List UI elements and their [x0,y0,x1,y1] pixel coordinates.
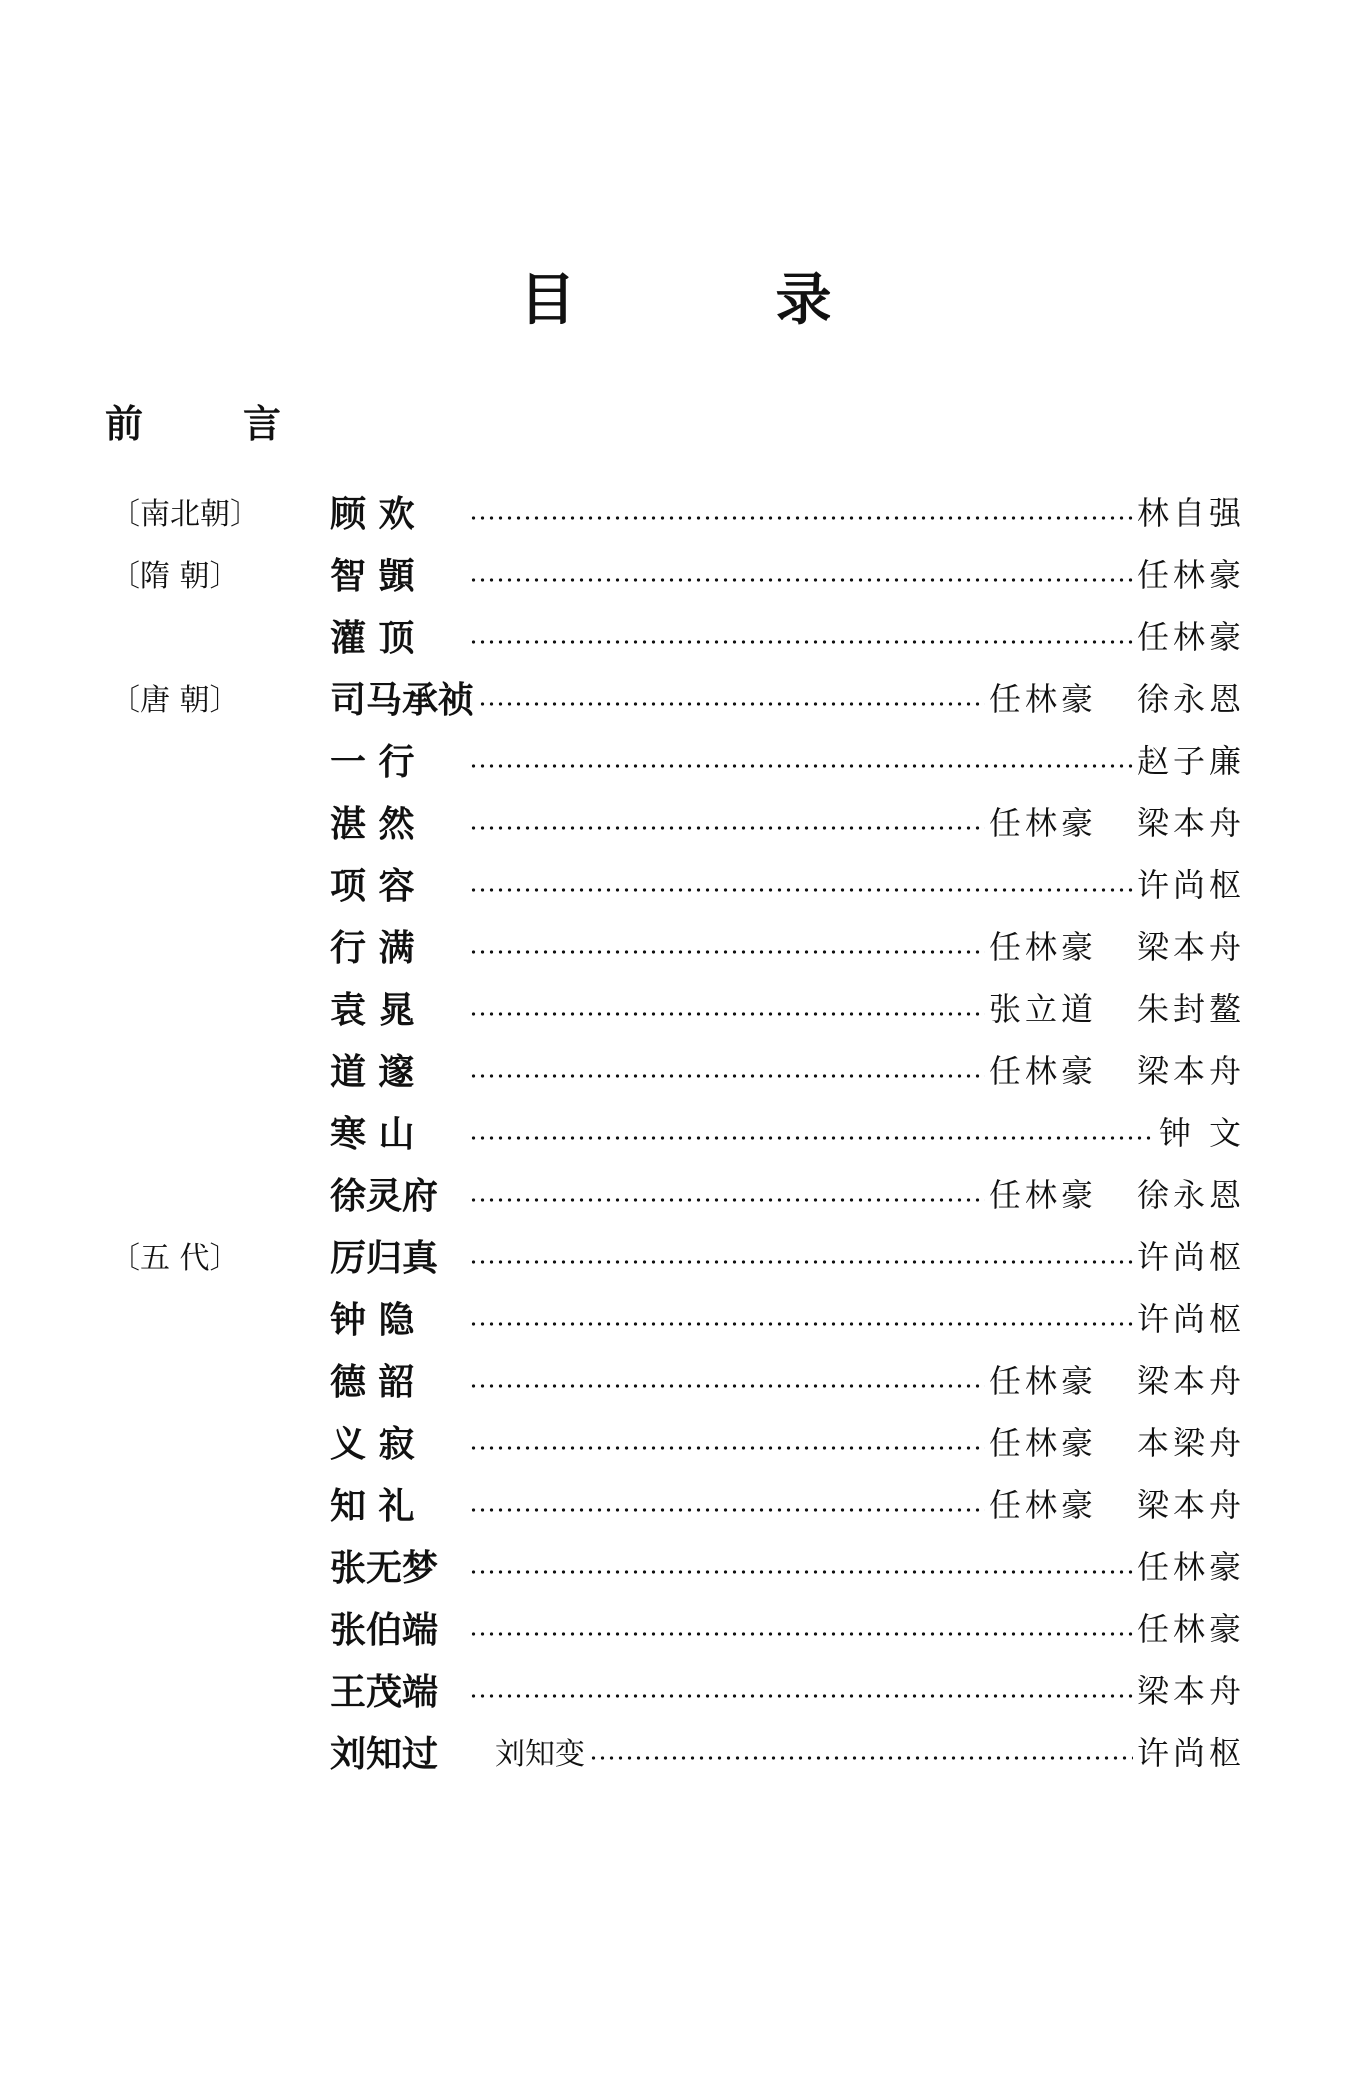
dot-leader [469,1136,1155,1140]
toc-row [110,1658,1245,1720]
author-list [989,798,1245,844]
author-name: 梁本舟 [1136,804,1245,842]
dot-leader [589,1756,1133,1760]
biography-name: 行 满 [330,926,415,969]
biography-name: 刘知过 [330,1732,439,1775]
biography-name: 厉归真 [330,1236,439,1279]
preface-char-2: 言 [243,401,282,446]
dot-leader [469,1322,1133,1326]
author-name: 梁本舟 [1136,1362,1245,1400]
biography-name: 知 礼 [330,1484,415,1527]
author-name: 任林豪 [1136,556,1245,594]
author-name: 任林豪 [1136,618,1245,656]
dynasty-label: 〔五 代〕 [110,1241,240,1276]
author-name: 许尚枢 [1136,1238,1245,1276]
author-list [1137,1604,1245,1650]
toc-row [110,1596,1245,1658]
author-name: 梁本舟 [1136,1486,1245,1524]
biography-name: 张伯端 [330,1608,439,1651]
toc-row [110,1162,1245,1224]
dot-leader [469,1632,1133,1636]
biography-name: 司马承祯 [330,678,475,721]
toc-row [110,604,1245,666]
biography-name: 寒 山 [330,1112,415,1155]
author-name: 张立道 [988,990,1097,1028]
page-title [0,267,1351,333]
author-list [989,1170,1245,1216]
author-name: 徐永恩 [1136,1176,1245,1214]
author-name: 任林豪 [988,1362,1097,1400]
biography-name: 张无梦 [330,1546,439,1589]
toc-row [110,852,1245,914]
biography-name: 徐灵府 [330,1174,439,1217]
author-name: 梁本舟 [1136,1672,1245,1710]
biography-alias: 刘知变 [495,1737,585,1772]
author-list [1137,1542,1245,1588]
author-name: 任林豪 [988,1424,1097,1462]
author-list [1137,860,1245,906]
author-list [1159,1108,1245,1154]
biography-name: 道 邃 [330,1050,415,1093]
dot-leader [469,1074,985,1078]
title-char-2: 录 [775,267,832,333]
toc-row [110,1410,1245,1472]
toc-row [110,1348,1245,1410]
author-name: 梁本舟 [1136,1052,1245,1090]
dot-leader [469,1694,1133,1698]
biography-name: 袁 晁 [330,988,415,1031]
author-list [1137,1728,1245,1774]
toc-row [110,1100,1245,1162]
author-name: 任林豪 [988,928,1097,966]
author-name: 任林豪 [1136,1548,1245,1586]
author-name: 任林豪 [988,1052,1097,1090]
dot-leader [469,1508,985,1512]
biography-name: 德 韶 [330,1360,415,1403]
author-name: 任林豪 [988,1486,1097,1524]
dot-leader [469,1446,985,1450]
title-char-1: 目 [519,267,576,333]
author-name: 梁本舟 [1136,928,1245,966]
biography-name: 智 顗 [330,554,415,597]
preface-char-1: 前 [105,401,144,446]
biography-name: 顾 欢 [330,492,415,535]
toc-row [110,1038,1245,1100]
toc-row [110,666,1245,728]
dot-leader [469,1260,1133,1264]
dynasty-label: 〔南北朝〕 [110,497,260,532]
dynasty-label: 〔隋 朝〕 [110,559,240,594]
toc-row [110,976,1245,1038]
author-list [989,922,1245,968]
dot-leader [469,578,1133,582]
author-name: 徐永恩 [1136,680,1245,718]
author-name: 赵子廉 [1136,742,1245,780]
toc-row [110,1224,1245,1286]
author-name: 许尚枢 [1136,1734,1245,1772]
dot-leader [469,1570,1133,1574]
biography-name: 湛 然 [330,802,415,845]
author-list [1137,1294,1245,1340]
toc-row [110,728,1245,790]
biography-name: 项 容 [330,864,415,907]
author-name: 任林豪 [988,804,1097,842]
toc-row [110,1720,1245,1782]
author-name: 许尚枢 [1136,866,1245,904]
dot-leader [469,1012,985,1016]
dot-leader [469,1384,985,1388]
author-list [1137,488,1245,534]
author-list [989,1356,1245,1402]
toc-row [110,790,1245,852]
author-name: 许尚枢 [1136,1300,1245,1338]
toc-row [110,480,1245,542]
dot-leader [469,640,1133,644]
dynasty-label: 〔唐 朝〕 [110,683,240,718]
dot-leader [469,826,985,830]
author-list [1137,612,1245,658]
author-list [989,674,1245,720]
toc-row [110,1286,1245,1348]
author-name: 朱封鳌 [1136,990,1245,1028]
biography-name: 王茂端 [330,1670,439,1713]
author-list [989,1418,1245,1464]
author-list [1137,736,1245,782]
dot-leader [469,1198,985,1202]
toc-list [110,480,1245,1782]
author-list [1137,1232,1245,1278]
biography-name: 一 行 [330,740,415,783]
dot-leader [469,950,985,954]
author-name: 林自强 [1136,494,1245,532]
author-name: 任林豪 [988,1176,1097,1214]
dot-leader [469,764,1133,768]
author-list [1137,1666,1245,1712]
author-list [989,1480,1245,1526]
author-list [989,1046,1245,1092]
dot-leader [469,888,1133,892]
author-name: 本梁舟 [1136,1424,1245,1462]
author-list [1137,550,1245,596]
author-name: 钟 文 [1158,1114,1245,1152]
biography-name: 钟 隐 [330,1298,415,1341]
toc-row [110,914,1245,976]
dot-leader [469,516,1133,520]
author-name: 任林豪 [988,680,1097,718]
dot-leader [478,702,985,706]
biography-name: 义 寂 [330,1422,415,1465]
biography-name: 灌 顶 [330,616,415,659]
author-list [989,984,1245,1030]
preface-entry [105,401,282,446]
toc-row [110,1534,1245,1596]
toc-row [110,542,1245,604]
author-name: 任林豪 [1136,1610,1245,1648]
toc-row [110,1472,1245,1534]
